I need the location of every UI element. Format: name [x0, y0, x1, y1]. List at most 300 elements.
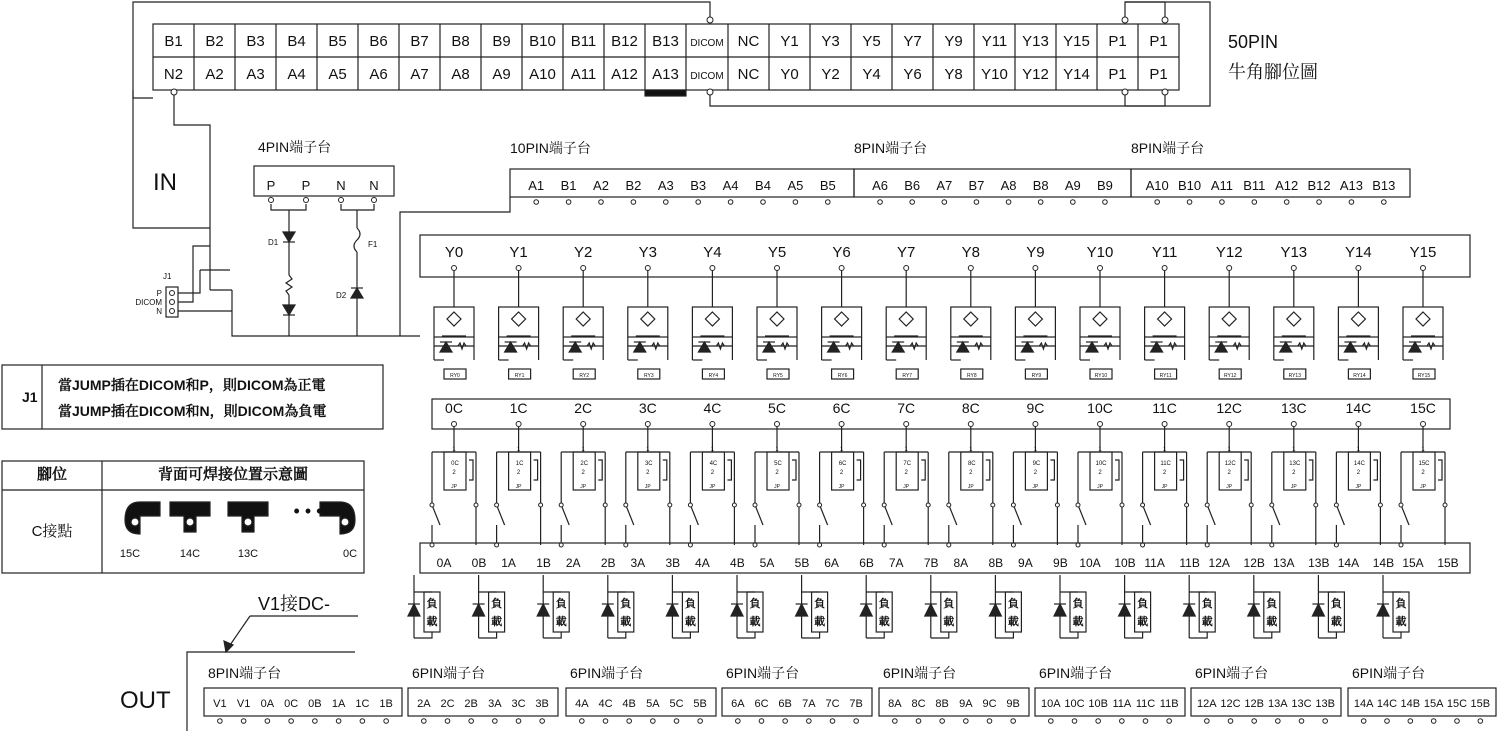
- contact-point: [1378, 503, 1382, 507]
- flyback-diode: [1119, 604, 1131, 616]
- jp-num: 1: [516, 447, 521, 453]
- y-label-y14: Y14: [1345, 244, 1372, 261]
- output-terminal: [1276, 719, 1281, 724]
- output-pin-14a: 14A: [1353, 698, 1374, 710]
- b-label-14b: 14B: [1372, 556, 1395, 570]
- output-pin-5a: 5A: [646, 698, 660, 710]
- output-terminal: [1299, 719, 1304, 724]
- input-pin-b4: B4: [755, 178, 771, 193]
- output-terminal: [241, 719, 246, 724]
- jp-bracket: [1115, 460, 1119, 480]
- jumper-pin-n: N: [156, 307, 162, 316]
- load-label: 載: [878, 616, 890, 628]
- y-label-y15: Y15: [1409, 244, 1437, 261]
- contact-point: [1205, 543, 1209, 547]
- contact-point: [1055, 503, 1059, 507]
- output-pin-7b: 7B: [849, 698, 863, 710]
- load-label: 負: [684, 598, 696, 610]
- status-led: [1151, 342, 1163, 352]
- output-terminal: [674, 719, 679, 724]
- pin-table-col1: 腳位: [36, 466, 68, 483]
- load-label: 載: [620, 616, 632, 628]
- output-terminal: [265, 719, 270, 724]
- flyback-diode: [860, 604, 872, 616]
- y-terminal: [1162, 266, 1167, 271]
- c-terminal: [839, 422, 844, 427]
- output-terminal: [469, 719, 474, 724]
- jp-num: 2: [646, 470, 650, 476]
- output-terminal: [1072, 719, 1077, 724]
- output-pin-6b: 6B: [778, 698, 792, 710]
- pin-table-row-label: C接點: [31, 523, 73, 540]
- header-pin-dicom: DICOM: [690, 71, 724, 82]
- status-led: [440, 342, 452, 352]
- header-pin-a5: A5: [328, 66, 347, 83]
- output-terminal: [1011, 719, 1016, 724]
- b-label-13b: 13B: [1308, 556, 1330, 570]
- header-pin-y10: Y10: [981, 66, 1008, 83]
- b-label-4b: 4B: [730, 556, 745, 570]
- input-terminal: [910, 200, 915, 205]
- output-terminal: [987, 719, 992, 724]
- input-terminal-block: [1131, 169, 1410, 197]
- pin4-pin-n: N: [369, 178, 379, 193]
- b-label-0b: 0B: [471, 556, 487, 570]
- c-terminal: [1162, 422, 1167, 427]
- jp-num: 2: [516, 470, 521, 476]
- output-block-title: 6PIN端子台: [883, 665, 957, 681]
- switch-contact: [690, 505, 698, 525]
- status-led: [569, 342, 581, 352]
- relay-label-ry9: RY9: [1031, 373, 1042, 379]
- y-terminal: [645, 266, 650, 271]
- input-pin-b10: B10: [1177, 178, 1202, 193]
- output-terminal: [445, 719, 450, 724]
- output-pin-1c: 1C: [355, 698, 370, 710]
- output-terminal: [854, 719, 859, 724]
- header-pin-b5: B5: [328, 33, 347, 50]
- a-label-4a: 4A: [695, 556, 710, 570]
- jp-label: JP: [1290, 484, 1297, 490]
- y-terminal: [452, 266, 457, 271]
- jp-bracket: [921, 460, 925, 480]
- relay-label-ry15: RY15: [1417, 373, 1431, 379]
- c-contact-shape: [125, 502, 160, 534]
- contact-point: [430, 543, 434, 547]
- y-label-y7: Y7: [897, 244, 916, 261]
- header-pin-y9: Y9: [944, 33, 963, 50]
- output-pin-0c: 0C: [284, 698, 299, 710]
- output-pin-9a: 9A: [959, 698, 973, 710]
- pin4-pin-p: P: [266, 178, 276, 193]
- input-pin-b12: B12: [1307, 178, 1331, 193]
- y-label-y5: Y5: [767, 244, 787, 261]
- output-pin-12b: 12B: [1244, 698, 1264, 710]
- jp-label: JP: [1420, 484, 1426, 490]
- jp-num: 2: [710, 470, 715, 476]
- c-label-8c: 8C: [961, 400, 980, 416]
- wire: [1060, 632, 1078, 638]
- contact-point: [603, 503, 607, 507]
- jp-num: 2: [904, 470, 908, 476]
- header-pin-nc: NC: [737, 66, 760, 83]
- contact-point: [559, 503, 563, 507]
- c-label-11c: 11C: [1152, 400, 1177, 416]
- opto-diamond: [1222, 312, 1236, 326]
- output-terminal: [1431, 719, 1436, 724]
- output-terminal: [916, 719, 921, 724]
- output-terminal: [289, 719, 294, 724]
- jp-c-label: 3C: [644, 461, 653, 467]
- jp-bracket: [1244, 460, 1248, 480]
- opto-diamond: [447, 312, 461, 326]
- jp-num: 2: [1227, 470, 1231, 476]
- switch-contact: [432, 505, 440, 525]
- contact-point: [1270, 543, 1274, 547]
- contact-point: [947, 543, 951, 547]
- output-pin-15a: 15A: [1423, 698, 1444, 710]
- y-label-y1: Y1: [509, 244, 528, 261]
- contact-point: [495, 503, 499, 507]
- switch-contact: [561, 505, 569, 525]
- header-pin-b3: B3: [246, 33, 265, 50]
- load-label: 載: [1201, 616, 1213, 628]
- contact-point: [1443, 503, 1447, 507]
- output-terminal: [1120, 719, 1125, 724]
- jp-bracket: [857, 460, 861, 480]
- input-terminal: [942, 200, 947, 205]
- output-terminal: [1096, 719, 1101, 724]
- c-terminal: [775, 422, 780, 427]
- load-label: 負: [426, 598, 438, 610]
- relay-label-ry1: RY1: [514, 373, 525, 379]
- contact-point: [1141, 503, 1145, 507]
- solder-hole: [131, 518, 139, 526]
- input-terminal: [1187, 200, 1192, 205]
- c-contact-shape: [228, 502, 268, 532]
- c-contact-shape: [170, 502, 210, 532]
- y-terminal: [968, 266, 973, 271]
- status-led: [634, 342, 646, 352]
- flyback-diode: [796, 604, 808, 616]
- output-terminal: [1205, 719, 1210, 724]
- contact-point: [430, 503, 434, 507]
- output-pin-0b: 0B: [308, 698, 322, 710]
- load-label: 負: [1330, 598, 1342, 610]
- header-pin-b10: B10: [529, 33, 556, 50]
- input-terminal: [534, 200, 539, 205]
- c-terminal: [581, 422, 586, 427]
- b-label-6b: 6B: [859, 556, 874, 570]
- y-terminal: [904, 266, 909, 271]
- a-label-14a: 14A: [1337, 556, 1360, 570]
- output-terminal: [893, 719, 898, 724]
- n2-point: [171, 89, 177, 95]
- opto-diamond: [899, 312, 913, 326]
- output-pin-6c: 6C: [754, 698, 769, 710]
- contact-point: [1120, 503, 1124, 507]
- pin4-terminal: [339, 198, 344, 203]
- output-pin-12a: 12A: [1197, 698, 1217, 710]
- jp-num: 1: [1033, 447, 1038, 453]
- input-pin-b8: B8: [1032, 178, 1049, 193]
- wire: [479, 632, 497, 638]
- load-label: 負: [620, 598, 632, 610]
- jp-num: 1: [839, 447, 844, 453]
- jp-label: JP: [451, 484, 457, 490]
- output-block-title: 6PIN端子台: [1195, 665, 1269, 681]
- flyback-diode: [1377, 604, 1389, 616]
- input-terminal: [1382, 200, 1387, 205]
- contact-point: [688, 503, 692, 507]
- c-shape-label: 13C: [237, 548, 259, 560]
- output-pin-14b: 14B: [1400, 698, 1421, 710]
- c-terminal: [1033, 422, 1038, 427]
- jp-c-label: 11C: [1160, 461, 1171, 467]
- opto-diamond: [641, 312, 655, 326]
- header-pin-nc: NC: [737, 33, 760, 50]
- header-pin-y11: Y11: [981, 33, 1008, 50]
- header-pin-b11: B11: [570, 33, 597, 50]
- c-terminal: [1356, 422, 1361, 427]
- p1-point: [1162, 17, 1168, 23]
- jp-num: 1: [1098, 447, 1102, 453]
- output-terminal: [313, 719, 318, 724]
- header-pin-a6: A6: [369, 66, 388, 83]
- a-label-3a: 3A: [630, 556, 646, 570]
- header-pin-a8: A8: [451, 66, 470, 83]
- opto-diamond: [1416, 312, 1430, 326]
- output-terminal: [360, 719, 365, 724]
- in-label: IN: [153, 169, 177, 196]
- a-label-15a: 15A: [1402, 556, 1424, 570]
- status-led: [763, 342, 775, 352]
- load-label: 載: [1007, 616, 1019, 628]
- switch-contact: [626, 505, 634, 525]
- status-led: [1409, 342, 1421, 352]
- header-pin-y4: Y4: [862, 66, 881, 83]
- contact-point: [1270, 503, 1274, 507]
- jp-label: JP: [1032, 484, 1039, 490]
- c-terminal: [1098, 422, 1103, 427]
- jp-label: JP: [580, 484, 587, 490]
- load-label: 載: [1330, 616, 1342, 628]
- opto-diamond: [1028, 312, 1042, 326]
- b-label-10b: 10B: [1114, 556, 1136, 570]
- output-terminal: [1361, 719, 1366, 724]
- input-terminal: [728, 200, 733, 205]
- jp-num: 1: [904, 447, 908, 453]
- output-block-title: 6PIN端子台: [1352, 665, 1426, 681]
- load-label: 載: [684, 616, 696, 628]
- input-pin-b3: B3: [690, 178, 707, 193]
- flyback-diode: [666, 604, 678, 616]
- wire: [1254, 632, 1272, 638]
- contact-point: [1334, 503, 1338, 507]
- note-j1-line1: 當JUMP插在DICOM和P，則DICOM為正電: [58, 377, 326, 393]
- output-pin-5c: 5C: [669, 698, 684, 710]
- a-label-0a: 0A: [436, 556, 452, 570]
- output-pin-15b: 15B: [1470, 698, 1491, 710]
- load-label: 負: [555, 598, 567, 610]
- load-label: 載: [1266, 616, 1278, 628]
- header-pin-b6: B6: [369, 33, 388, 50]
- output-pin-13c: 13C: [1291, 698, 1312, 710]
- output-terminal: [1478, 719, 1483, 724]
- load-label: 載: [749, 616, 761, 628]
- y-terminal: [1421, 266, 1426, 271]
- header-pin-y8: Y8: [944, 66, 963, 83]
- b-label-5b: 5B: [794, 556, 810, 570]
- c-terminal: [904, 422, 909, 427]
- relay-label-ry13: RY13: [1288, 373, 1302, 379]
- opto-diamond: [770, 312, 784, 326]
- c-terminal: [1421, 422, 1426, 427]
- a-label-12a: 12A: [1208, 556, 1230, 570]
- c-shape-label: 0C: [342, 548, 358, 560]
- jp-num: 2: [969, 470, 973, 476]
- relay-label-ry12: RY12: [1223, 373, 1237, 379]
- jp-num: 1: [710, 447, 715, 453]
- y-terminal: [581, 266, 586, 271]
- output-pin-8a: 8A: [888, 698, 902, 710]
- flyback-diode: [731, 604, 743, 616]
- input-terminal: [1103, 200, 1108, 205]
- load-label: 載: [1137, 616, 1149, 628]
- c-terminal: [452, 422, 457, 427]
- flyback-diode: [473, 604, 485, 616]
- output-terminal: [940, 719, 945, 724]
- input-pin-b6: B6: [904, 178, 921, 193]
- header-pin-y7: Y7: [903, 33, 922, 50]
- jumper-pin-dicom: DICOM: [135, 298, 162, 307]
- c-contact-shape: [320, 502, 355, 534]
- a-label-2a: 2A: [565, 556, 581, 570]
- output-pin-11a: 11A: [1112, 698, 1132, 710]
- load-label: 負: [1201, 598, 1213, 610]
- flyback-diode: [602, 604, 614, 616]
- jp-c-label: 9C: [1032, 461, 1041, 467]
- jp-num: 1: [452, 447, 456, 453]
- output-terminal: [736, 719, 741, 724]
- jp-label: JP: [515, 484, 522, 490]
- a-label-9a: 9A: [1018, 556, 1033, 570]
- a-label-7a: 7A: [888, 556, 904, 570]
- output-pin-11c: 11C: [1135, 698, 1156, 710]
- flyback-diode: [989, 604, 1001, 616]
- wire: [543, 632, 561, 638]
- y-terminal: [1033, 266, 1038, 271]
- header-pin-y15: Y15: [1063, 33, 1090, 50]
- jp-num: 2: [1033, 470, 1038, 476]
- contact-point: [1141, 543, 1145, 547]
- relay-label-ry0: RY0: [450, 373, 460, 379]
- status-led: [957, 342, 969, 352]
- header-pin-b12: B12: [611, 33, 638, 50]
- input-terminal: [566, 200, 571, 205]
- wire-pp: [271, 204, 306, 210]
- input-pin-b9: B9: [1096, 178, 1113, 193]
- jumper-pin: [170, 300, 175, 305]
- jumper-pin: [170, 309, 175, 314]
- load-label: 負: [1007, 598, 1019, 610]
- header-pin-y12: Y12: [1022, 66, 1049, 83]
- y-label-y0: Y0: [444, 244, 464, 261]
- flyback-diode: [537, 604, 549, 616]
- jp-c-label: 1C: [515, 461, 524, 467]
- header-pin-y14: Y14: [1063, 66, 1090, 83]
- jp-c-label: 2C: [580, 461, 589, 467]
- input-terminal: [599, 200, 604, 205]
- input-pin-a9: A9: [1064, 178, 1081, 193]
- output-pin-3c: 3C: [511, 698, 526, 710]
- output-terminal: [1455, 719, 1460, 724]
- relay-label-ry5: RY5: [773, 373, 783, 379]
- c-contact-shape: [228, 502, 268, 532]
- relay-label-ry2: RY2: [579, 373, 590, 379]
- header-pin-a12: A12: [611, 66, 638, 83]
- contact-point: [926, 503, 930, 507]
- output-pin-7a: 7A: [802, 698, 816, 710]
- contact-point: [668, 503, 672, 507]
- contact-point: [882, 503, 886, 507]
- c-shape-label: 15C: [119, 548, 141, 560]
- opto-diamond: [705, 312, 719, 326]
- note-j1-label: J1: [22, 389, 38, 405]
- c-label-13c: 13C: [1280, 400, 1307, 416]
- pin-table-dots: • • •: [293, 501, 323, 521]
- load-label: 載: [555, 616, 567, 628]
- header-pin-a7: A7: [410, 66, 429, 83]
- output-terminal: [1049, 719, 1054, 724]
- pin4-title: 4PIN端子台: [258, 139, 332, 155]
- load-label: 載: [491, 616, 503, 628]
- status-led: [1215, 342, 1227, 352]
- input-terminal: [1252, 200, 1257, 205]
- output-terminal: [830, 719, 835, 724]
- jp-c-label: 10C: [1095, 461, 1107, 467]
- jp-label: JP: [644, 484, 651, 490]
- switch-contact: [755, 505, 763, 525]
- d2-diode: [351, 288, 363, 298]
- output-terminal: [651, 719, 656, 724]
- c-terminal: [645, 422, 650, 427]
- load-label: 負: [814, 598, 826, 610]
- switch-contact: [820, 505, 828, 525]
- jp-num: 1: [1292, 447, 1296, 453]
- output-pin-v1: V1: [236, 698, 251, 710]
- contact-point: [882, 543, 886, 547]
- input-terminal: [1349, 200, 1354, 205]
- header-pin-a4: A4: [287, 66, 306, 83]
- output-pin-v1: V1: [213, 698, 227, 710]
- output-terminal: [580, 719, 585, 724]
- input-terminal: [631, 200, 636, 205]
- contact-point: [539, 503, 543, 507]
- wire: [1383, 632, 1401, 638]
- y-terminal: [775, 266, 780, 271]
- header-pin-b4: B4: [287, 33, 306, 50]
- d2-label: D2: [336, 291, 347, 300]
- input-terminal: [1155, 200, 1160, 205]
- c-label-0c: 0C: [445, 400, 463, 416]
- y-label-y12: Y12: [1215, 244, 1243, 261]
- pin4-pin-p: P: [301, 178, 311, 193]
- p1-point: [1162, 89, 1168, 95]
- opto-diamond: [1093, 312, 1107, 326]
- header-pin-y2: Y2: [821, 66, 840, 83]
- output-pin-1b: 1B: [379, 698, 393, 710]
